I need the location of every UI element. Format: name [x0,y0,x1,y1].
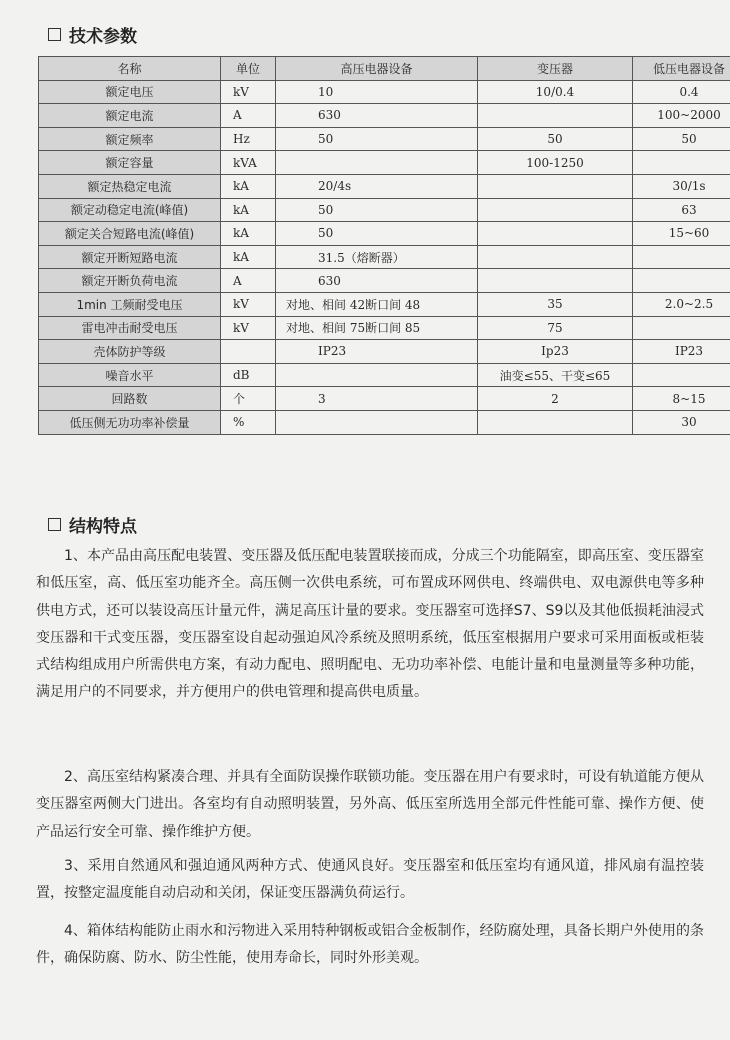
cell-transformer [478,174,633,198]
cell-unit: kA [221,245,276,269]
table-row [39,410,730,434]
header-unit: 单位 [221,57,276,81]
section-title-text: 技术参数 [69,27,137,47]
paragraph-3 [36,853,704,908]
cell-hv: 对地、相间 75断口间 85 [276,316,478,340]
cell-unit [221,340,276,364]
cell-lv: 50 [633,127,730,151]
cell-hv [276,151,478,175]
cell-lv [633,151,730,175]
paragraph-1 [36,543,704,707]
table-row [39,269,730,293]
cell-unit: 个 [221,387,276,411]
cell-name: 壳体防护等级 [39,340,221,364]
cell-unit: kV [221,316,276,340]
paragraph-text: 1、本产品由高压配电装置、变压器及低压配电装置联接而成，分成三个功能隔室，即高压室、变压器室和低压室，高、低压室功能齐全。高压侧一次供电系统，可布置成环网供电、终端供电、双电源供电等多种供电方式，还可以装设高压计量元件，满足高压计量的要求。变压器室可选择S7、S9以及其他低损耗油浸式变压器和干式变压器，变压器室设自起动强迫风冷系统及照明系统，低压室根据用户要求可采用面板或柜装式结构组成用户所需供电方案，有动力配电、照明配电、无功功率补偿、电能计量和电量测量等多种功能，满足用户的不同要求，并方便用户的供电管理和提高供电质量。 [36,548,704,701]
cell-lv [633,245,730,269]
cell-transformer [478,245,633,269]
cell-hv: 10 [276,80,478,104]
table-header-row [39,57,730,81]
cell-transformer [478,410,633,434]
cell-name: 额定开断负荷电流 [39,269,221,293]
cell-transformer [478,222,633,246]
cell-transformer: 10/0.4 [478,80,633,104]
table-row [39,174,730,198]
header-hv: 高压电器设备 [276,57,478,81]
cell-name: 额定频率 [39,127,221,151]
cell-unit: A [221,104,276,128]
table-row [39,104,730,128]
cell-lv: 2.0~2.5 [633,292,730,316]
section-title-text: 结构特点 [69,517,137,537]
table-row [39,80,730,104]
cell-hv: 630 [276,104,478,128]
table-row [39,292,730,316]
paragraph-text: 3、采用自然通风和强迫通风两种方式、使通风良好。变压器室和低压室均有通风道，排风扇有温控装置，按整定温度能自动启动和关闭，保证变压器满负荷运行。 [36,858,704,902]
cell-lv: 15~60 [633,222,730,246]
header-name: 名称 [39,57,221,81]
cell-name: 1min 工频耐受电压 [39,292,221,316]
cell-hv: 对地、相间 42断口间 48 [276,292,478,316]
cell-transformer: 2 [478,387,633,411]
paragraph-2 [36,764,704,846]
cell-lv [633,363,730,387]
cell-transformer: 35 [478,292,633,316]
table-row [39,245,730,269]
cell-name: 低压侧无功功率补偿量 [39,410,221,434]
square-bullet-icon [48,28,61,41]
square-bullet-icon [48,518,61,531]
cell-lv: 30/1s [633,174,730,198]
cell-name: 额定热稳定电流 [39,174,221,198]
cell-transformer [478,198,633,222]
table-row [39,340,730,364]
cell-transformer: 50 [478,127,633,151]
spec-table [38,56,730,435]
cell-lv: 30 [633,410,730,434]
cell-unit: kV [221,80,276,104]
paragraph-text: 2、高压室结构紧凑合理、并具有全面防误操作联锁功能。变压器在用户有要求时，可设有轨道能方便从变压器室两侧大门进出。各室均有自动照明装置，另外高、低压室所选用全部元件性能可靠、操作方便、使产品运行安全可靠、操作维护方便。 [36,769,704,840]
cell-name: 额定容量 [39,151,221,175]
table-row [39,387,730,411]
paragraph-text: 4、箱体结构能防止雨水和污物进入采用特种钢板或铝合金板制作，经防腐处理，具备长期户外使用的条件，确保防腐、防水、防尘性能，使用寿命长，同时外形美观。 [36,923,704,967]
cell-lv: 63 [633,198,730,222]
cell-lv [633,269,730,293]
table-row [39,222,730,246]
cell-transformer: Ip23 [478,340,633,364]
cell-hv: 630 [276,269,478,293]
cell-name: 额定关合短路电流(峰值) [39,222,221,246]
cell-hv: 50 [276,127,478,151]
cell-lv: 8~15 [633,387,730,411]
cell-hv [276,410,478,434]
paragraph-4 [36,918,704,973]
cell-hv: 31.5（熔断器） [276,245,478,269]
cell-name: 额定开断短路电流 [39,245,221,269]
cell-unit: kA [221,222,276,246]
table-row [39,151,730,175]
cell-name: 额定电压 [39,80,221,104]
cell-hv [276,363,478,387]
cell-unit: kA [221,174,276,198]
cell-name: 额定电流 [39,104,221,128]
cell-unit: kA [221,198,276,222]
table-row [39,363,730,387]
cell-hv: 50 [276,198,478,222]
cell-transformer: 100-1250 [478,151,633,175]
cell-unit: Hz [221,127,276,151]
cell-transformer: 75 [478,316,633,340]
cell-hv: 20/4s [276,174,478,198]
cell-hv: 50 [276,222,478,246]
table-row [39,316,730,340]
table-row [39,127,730,151]
cell-hv: IP23 [276,340,478,364]
cell-transformer [478,269,633,293]
cell-unit: % [221,410,276,434]
cell-name: 回路数 [39,387,221,411]
cell-lv: 100~2000 [633,104,730,128]
cell-transformer: 油变≤55、干变≤65 [478,363,633,387]
cell-hv: 3 [276,387,478,411]
cell-lv: 0.4 [633,80,730,104]
cell-name: 噪音水平 [39,363,221,387]
cell-lv: IP23 [633,340,730,364]
cell-name: 雷电冲击耐受电压 [39,316,221,340]
cell-name: 额定动稳定电流(峰值) [39,198,221,222]
cell-unit: kVA [221,151,276,175]
section-title-structure [48,512,137,537]
header-lv: 低压电器设备 [633,57,730,81]
cell-lv [633,316,730,340]
cell-unit: kV [221,292,276,316]
header-transformer: 变压器 [478,57,633,81]
cell-transformer [478,104,633,128]
section-title-specs [48,22,137,47]
table-row [39,198,730,222]
cell-unit: dB [221,363,276,387]
cell-unit: A [221,269,276,293]
